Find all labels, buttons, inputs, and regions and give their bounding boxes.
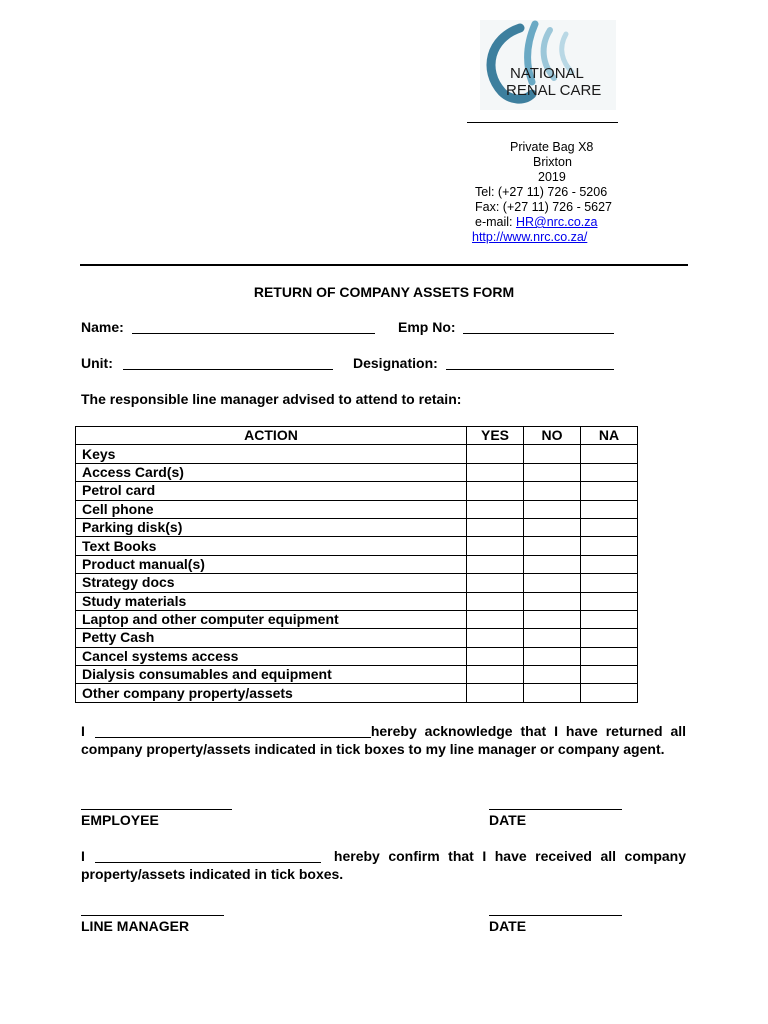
- email-row: [460, 215, 640, 230]
- na-tick-box[interactable]: [581, 574, 638, 592]
- assets-table: [75, 426, 638, 703]
- ack-text: hereby acknowledge that I have returned all company property/assets indicated in tick boxes to my line manager or company agent.: [81, 723, 687, 757]
- header-action: ACTION: [76, 427, 467, 445]
- action-cell: Keys: [76, 445, 467, 463]
- no-tick-box[interactable]: [524, 537, 581, 555]
- action-cell: Other company property/assets: [76, 684, 467, 702]
- ack-prefix: I: [81, 723, 85, 739]
- confirm-prefix: I: [81, 848, 85, 864]
- table-row: [76, 647, 638, 665]
- no-tick-box[interactable]: [524, 592, 581, 610]
- logo-text-line1: NATIONAL: [510, 65, 584, 82]
- telephone: Tel: (+27 11) 726 - 5206: [475, 185, 608, 199]
- no-tick-box[interactable]: [524, 555, 581, 573]
- action-cell: Petrol card: [76, 482, 467, 500]
- action-cell: Product manual(s): [76, 555, 467, 573]
- email-link[interactable]: HR@nrc.co.za: [515, 215, 598, 229]
- yes-tick-box[interactable]: [467, 445, 524, 463]
- action-cell: Cell phone: [76, 500, 467, 518]
- yes-tick-box[interactable]: [467, 500, 524, 518]
- no-tick-box[interactable]: [524, 518, 581, 536]
- designation-label: Designation:: [353, 355, 438, 371]
- unit-field-row: [81, 355, 333, 371]
- header-yes: YES: [467, 427, 524, 445]
- na-tick-box[interactable]: [581, 463, 638, 481]
- emp-no-label: Emp No:: [398, 319, 456, 335]
- na-tick-box[interactable]: [581, 647, 638, 665]
- confirmation-paragraph: [81, 847, 686, 883]
- table-row: [76, 500, 638, 518]
- table-row: [76, 574, 638, 592]
- yes-tick-box[interactable]: [467, 666, 524, 684]
- action-cell: Dialysis consumables and equipment: [76, 666, 467, 684]
- fax: Fax: (+27 11) 726 - 5627: [475, 200, 613, 214]
- manager-date-label: DATE: [489, 918, 527, 934]
- action-cell: Laptop and other computer equipment: [76, 610, 467, 628]
- logo-swirl-icon: [480, 20, 616, 110]
- no-tick-box[interactable]: [524, 500, 581, 518]
- no-tick-box[interactable]: [524, 482, 581, 500]
- designation-blank[interactable]: [446, 355, 614, 370]
- action-cell: Study materials: [76, 592, 467, 610]
- yes-tick-box[interactable]: [467, 555, 524, 573]
- designation-field-row: [353, 355, 614, 371]
- table-row: [76, 555, 638, 573]
- na-tick-box[interactable]: [581, 610, 638, 628]
- table-row: [76, 518, 638, 536]
- na-tick-box[interactable]: [581, 629, 638, 647]
- address-block: [460, 140, 640, 245]
- name-field-row: [81, 319, 375, 335]
- form-title: RETURN OF COMPANY ASSETS FORM: [253, 284, 515, 300]
- employee-signature-line[interactable]: [81, 809, 232, 810]
- no-tick-box[interactable]: [524, 684, 581, 702]
- action-cell: Cancel systems access: [76, 647, 467, 665]
- yes-tick-box[interactable]: [467, 684, 524, 702]
- emp-no-field-row: [398, 319, 614, 335]
- yes-tick-box[interactable]: [467, 592, 524, 610]
- instruction-text: The responsible line manager advised to attend to retain:: [81, 391, 462, 407]
- yes-tick-box[interactable]: [467, 629, 524, 647]
- acknowledgement-paragraph: [81, 722, 686, 758]
- no-tick-box[interactable]: [524, 463, 581, 481]
- action-cell: Strategy docs: [76, 574, 467, 592]
- na-tick-box[interactable]: [581, 537, 638, 555]
- na-tick-box[interactable]: [581, 482, 638, 500]
- table-row: [76, 684, 638, 702]
- action-cell: Text Books: [76, 537, 467, 555]
- header-no: NO: [524, 427, 581, 445]
- address-line-1: Private Bag X8: [510, 140, 594, 154]
- table-row: [76, 610, 638, 628]
- emp-no-blank[interactable]: [463, 319, 614, 334]
- yes-tick-box[interactable]: [467, 537, 524, 555]
- employee-date-label: DATE: [489, 812, 527, 828]
- manager-label: LINE MANAGER: [81, 918, 190, 934]
- company-logo: [480, 20, 616, 110]
- action-cell: Parking disk(s): [76, 518, 467, 536]
- no-tick-box[interactable]: [524, 647, 581, 665]
- no-tick-box[interactable]: [524, 629, 581, 647]
- no-tick-box[interactable]: [524, 445, 581, 463]
- confirm-text: hereby confirm that I have received all company property/assets indicated in tick boxes.: [81, 848, 687, 882]
- table-row: [76, 666, 638, 684]
- unit-label: Unit:: [81, 355, 113, 371]
- name-label: Name:: [81, 319, 124, 335]
- confirm-name-blank[interactable]: [95, 848, 321, 863]
- table-row: [76, 445, 638, 463]
- no-tick-box[interactable]: [524, 610, 581, 628]
- logo-text-line2: RENAL CARE: [506, 82, 602, 99]
- yes-tick-box[interactable]: [467, 463, 524, 481]
- manager-signature-line[interactable]: [81, 915, 224, 916]
- manager-date-line[interactable]: [489, 915, 622, 916]
- table-row: [76, 592, 638, 610]
- no-tick-box[interactable]: [524, 666, 581, 684]
- na-tick-box[interactable]: [581, 445, 638, 463]
- employee-date-line[interactable]: [489, 809, 622, 810]
- address-line-2: Brixton: [533, 155, 572, 169]
- yes-tick-box[interactable]: [467, 574, 524, 592]
- address-line-3: 2019: [538, 170, 566, 184]
- email-label: e-mail:: [475, 215, 516, 229]
- table-row: [76, 537, 638, 555]
- table-header-row: [76, 427, 638, 445]
- yes-tick-box[interactable]: [467, 518, 524, 536]
- na-tick-box[interactable]: [581, 592, 638, 610]
- na-tick-box[interactable]: [581, 518, 638, 536]
- yes-tick-box[interactable]: [467, 610, 524, 628]
- header-na: NA: [581, 427, 638, 445]
- yes-tick-box[interactable]: [467, 647, 524, 665]
- table-row: [76, 463, 638, 481]
- header-divider: [80, 264, 688, 266]
- table-row: [76, 629, 638, 647]
- yes-tick-box[interactable]: [467, 482, 524, 500]
- action-cell: Petty Cash: [76, 629, 467, 647]
- na-tick-box[interactable]: [581, 500, 638, 518]
- no-tick-box[interactable]: [524, 574, 581, 592]
- na-tick-box[interactable]: [581, 666, 638, 684]
- ack-name-blank[interactable]: [95, 723, 371, 738]
- table-row: [76, 482, 638, 500]
- na-tick-box[interactable]: [581, 555, 638, 573]
- logo-underline: [467, 122, 618, 123]
- employee-label: EMPLOYEE: [81, 812, 159, 828]
- action-cell: Access Card(s): [76, 463, 467, 481]
- website-row: [460, 230, 640, 245]
- name-blank[interactable]: [132, 319, 375, 334]
- website-link[interactable]: http://www.nrc.co.za/: [472, 230, 588, 244]
- na-tick-box[interactable]: [581, 684, 638, 702]
- unit-blank[interactable]: [123, 355, 333, 370]
